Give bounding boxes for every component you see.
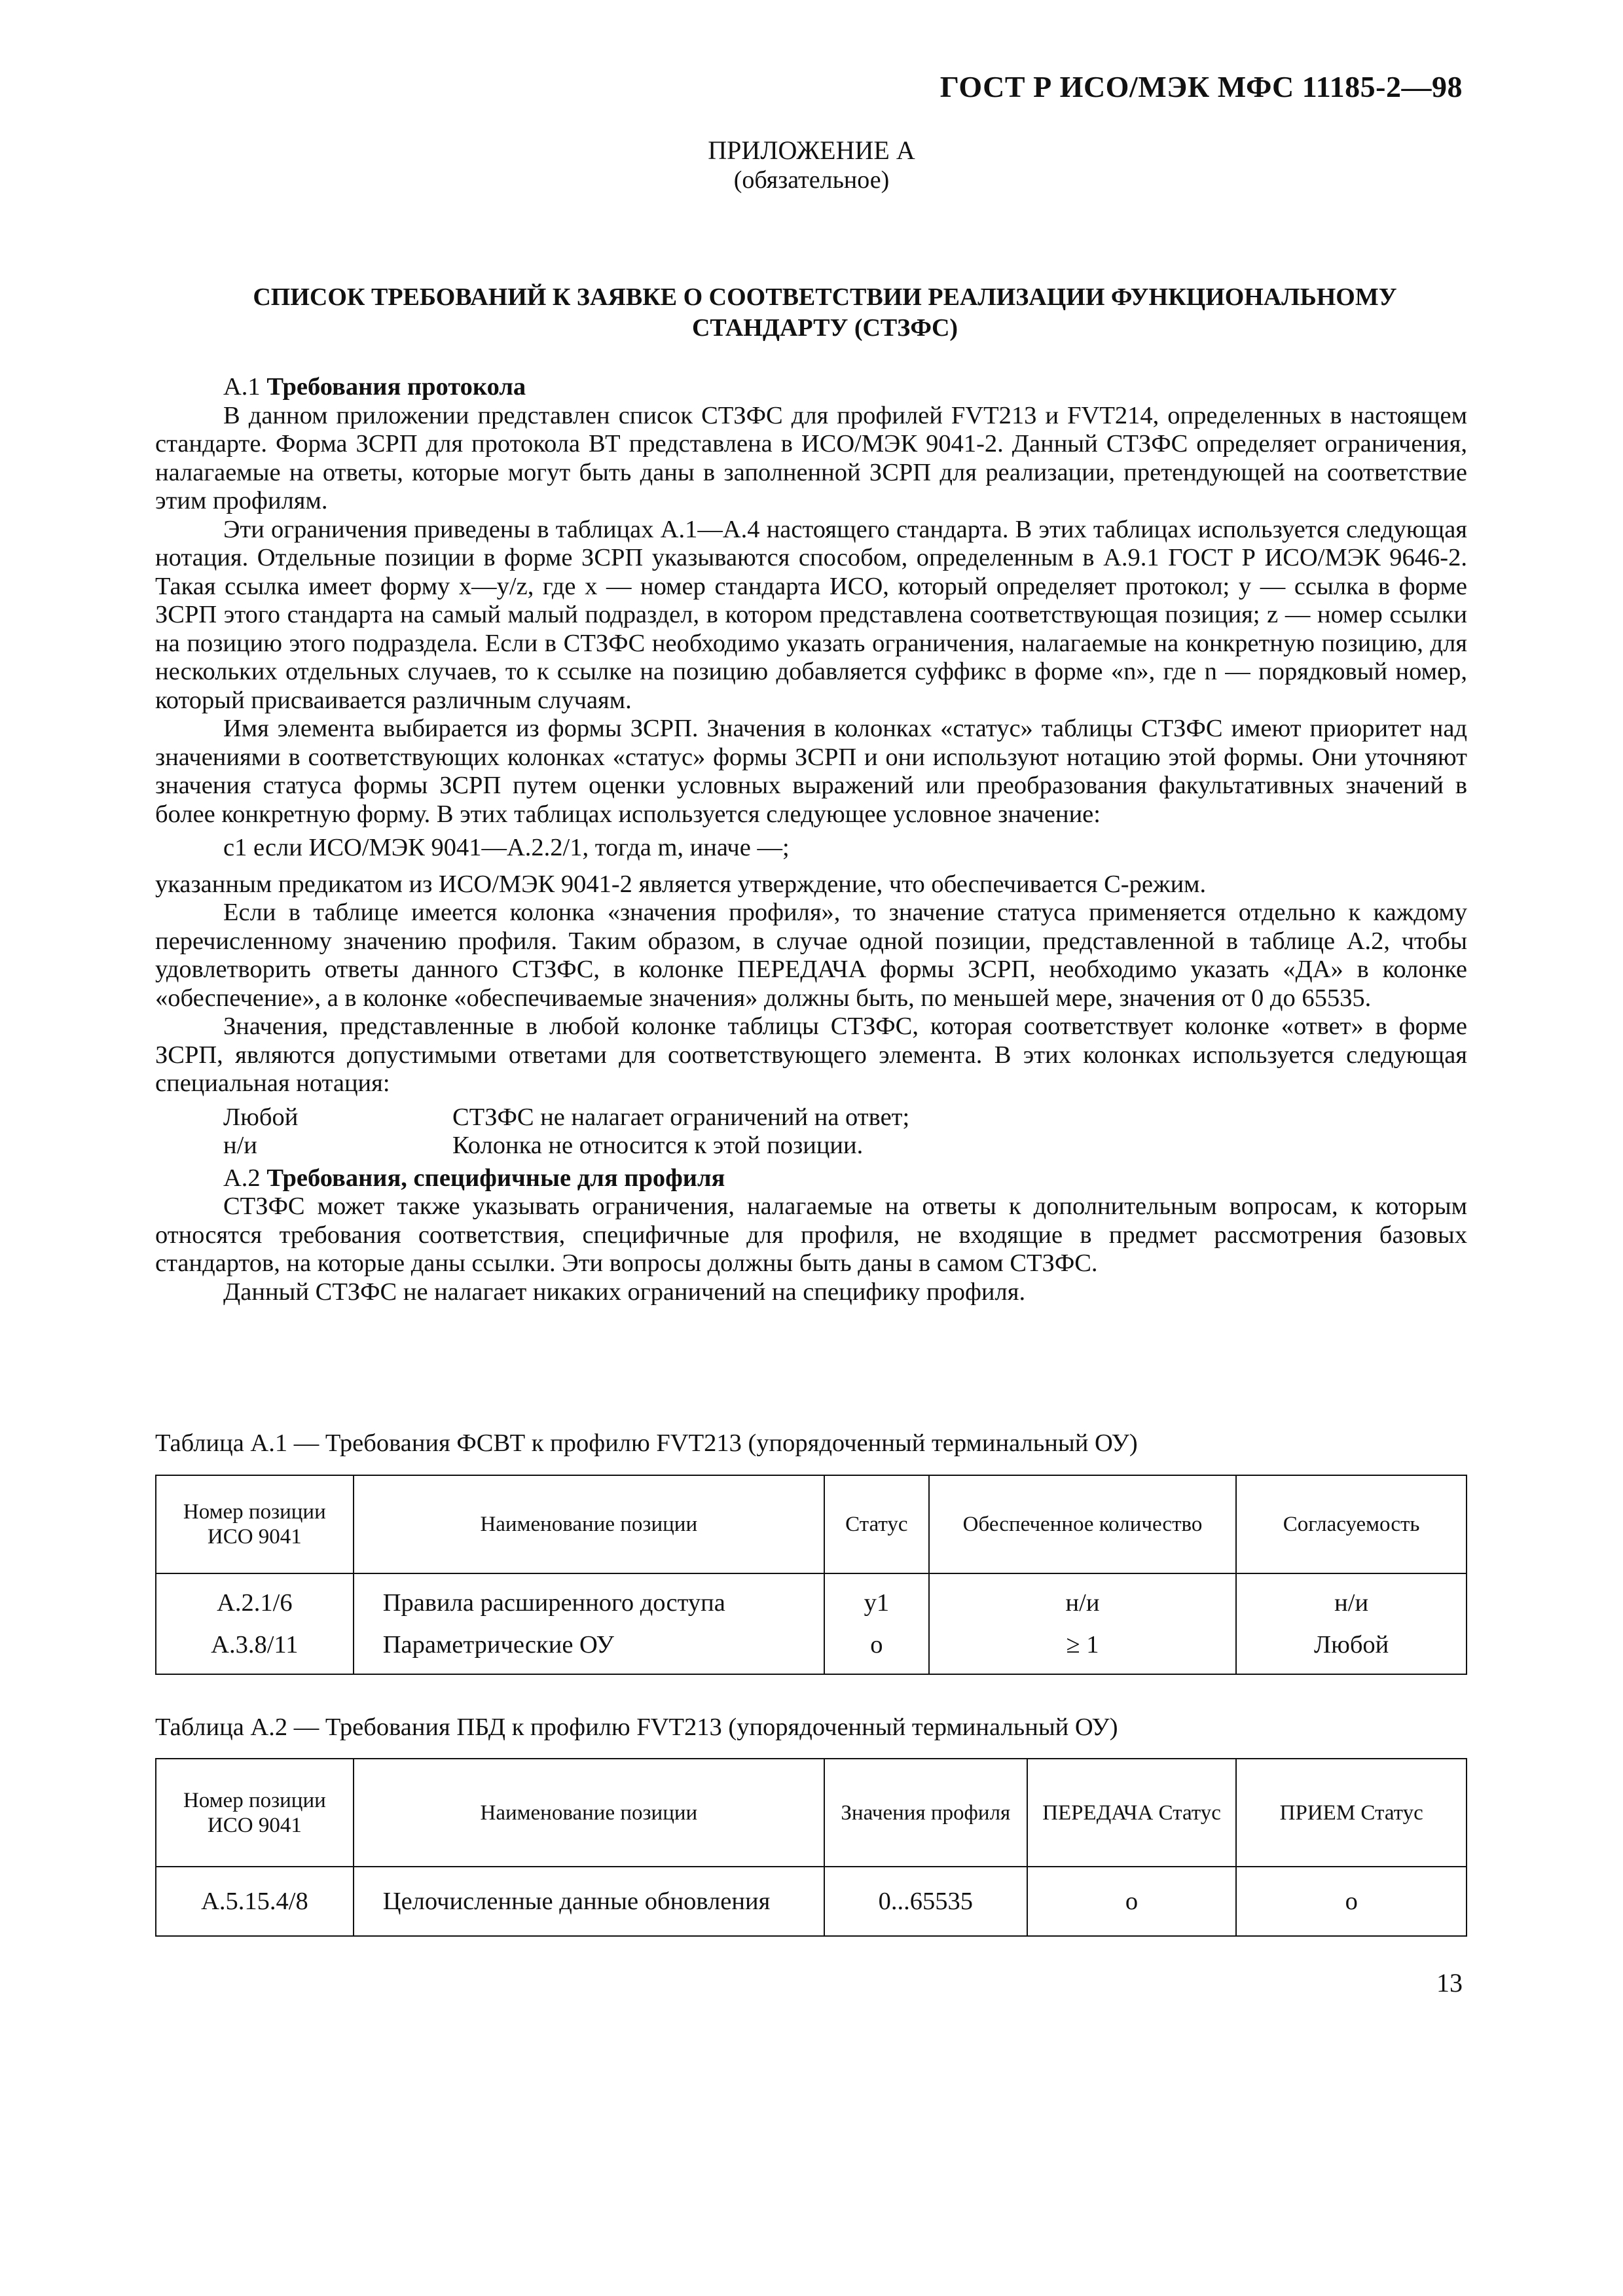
table-cell: o — [824, 1624, 929, 1674]
table-row — [156, 1624, 1467, 1674]
paragraph: В данном приложении представлен список СТЗФС для профилей FVT213 и FVT214, определенных в настоящем стандарте. Форма ЗСРП для протокола ВТ представлена в ИСО/МЭК 9041-2. Данный СТЗФС определяет ограничения, налагаемые на ответы, которые могут быть даны в заполненной ЗСРП для реализации, претендующей на соответствие этим профилям. — [155, 401, 1467, 514]
section-title: Требования, специфичные для профиля — [266, 1164, 725, 1192]
document-code-header: ГОСТ Р ИСО/МЭК МФС 11185-2—98 — [939, 70, 1463, 103]
table-a2-caption: Таблица А.2 — Требования ПБД к профилю FVT213 (упорядоченный терминальный ОУ) — [155, 1713, 1118, 1741]
appendix-title — [210, 282, 1440, 344]
table-header-cell: Обеспеченное количество — [929, 1475, 1236, 1573]
table-cell: А.2.1/6 — [156, 1573, 354, 1624]
table-header-cell: ПРИЕМ Статус — [1236, 1759, 1467, 1867]
table-cell: н/и — [929, 1573, 1236, 1624]
table-cell: ≥ 1 — [929, 1624, 1236, 1674]
page-number: 13 — [1436, 1968, 1463, 1998]
table-cell: y1 — [824, 1573, 929, 1624]
table-header-cell: ПЕРЕДАЧА Статус — [1027, 1759, 1237, 1867]
appendix-title-line1: СПИСОК ТРЕБОВАНИЙ К ЗАЯВКЕ О СООТВЕТСТВИИ РЕАЛИЗАЦИИ ФУНКЦИОНАЛЬНОМУ — [253, 283, 1397, 311]
table-cell: o — [1027, 1867, 1237, 1936]
notation-term: н/и — [223, 1132, 257, 1159]
table-cell: н/и — [1236, 1573, 1467, 1624]
table-a1-caption: Таблица А.1 — Требования ФСВТ к профилю FVT213 (упорядоченный терминальный ОУ) — [155, 1429, 1138, 1457]
section-title: Требования протокола — [266, 373, 526, 401]
section-heading-a2 — [155, 1164, 1467, 1193]
table-cell: 0...65535 — [824, 1867, 1027, 1936]
paragraph: Значения, представленные в любой колонке таблицы СТЗФС, которая соответствует колонке «ответ» в форме ЗСРП, являются допустимыми ответами для соответствующего элемента. В этих колонках используется следующая специальная нотация: — [155, 1013, 1467, 1097]
table-cell: Целочисленные данные обновления — [354, 1867, 824, 1936]
paragraph: Данный СТЗФС не налагает никаких ограничений на специфику профиля. — [223, 1278, 1026, 1306]
appendix-note: (обязательное) — [733, 166, 890, 194]
table-header-cell: Номер позиции ИСО 9041 — [156, 1475, 354, 1573]
table-header-cell: Значения профиля — [824, 1759, 1027, 1867]
notation-list — [155, 1103, 1467, 1160]
table-a2 — [155, 1758, 1467, 1937]
table-row — [156, 1573, 1467, 1624]
appendix-label: ПРИЛОЖЕНИЕ А — [708, 135, 915, 165]
table-cell: А.5.15.4/8 — [156, 1867, 354, 1936]
notation-term: Любой — [223, 1103, 299, 1131]
document-body — [155, 373, 1467, 1306]
table-header-cell: Номер позиции ИСО 9041 — [156, 1759, 354, 1867]
paragraph: указанным предикатом из ИСО/МЭК 9041-2 является утверждение, что обеспечивается С-режим. — [155, 870, 1207, 898]
table-cell: Правила расширенного доступа — [354, 1573, 824, 1624]
table-header-cell: Наименование позиции — [354, 1475, 824, 1573]
table-a1 — [155, 1475, 1467, 1675]
section-number: А.1 — [223, 373, 261, 401]
paragraph: Имя элемента выбирается из формы ЗСРП. Значения в колонках «статус» таблицы СТЗФС имеют приоритет над значениями в соответствующих колонках «статус» формы ЗСРП и они используют нотацию этой формы. Они уточняют значения статуса формы ЗСРП путем оценки условных выражений или преобразования факультативных значений в более конкретную форму. В этих таблицах используется следующее условное значение: — [155, 715, 1467, 828]
notation-desc: СТЗФС не налагает ограничений на ответ; — [452, 1103, 910, 1131]
table-cell: Параметрические ОУ — [354, 1624, 824, 1674]
section-heading-a1 — [155, 373, 1467, 402]
table-header-cell: Статус — [824, 1475, 929, 1573]
paragraph: Если в таблице имеется колонка «значения профиля», то значение статуса применяется отдельно к каждому перечисленному значению профиля. Таким образом, в случае одной позиции, представленной в таблице А.2, чтобы удовлетворить ответы данного СТЗФС, в колонке ПЕРЕДАЧА формы ЗСРП, необходимо указать «ДА» в колонке «обеспечение», а в колонке «обеспечиваемые значения» должны быть, по меньшей мере, значения от 0 до 65535. — [155, 899, 1467, 1012]
paragraph: СТЗФС может также указывать ограничения, налагаемые на ответы к дополнительным вопросам, к которым относятся требования соответствия, специфичные для профиля, не входящие в предмет рассмотрения базовых стандартов, на которые даны ссылки. Эти вопросы должны быть даны в самом СТЗФС. — [155, 1193, 1467, 1277]
table-row — [156, 1867, 1467, 1936]
table-cell: А.3.8/11 — [156, 1624, 354, 1674]
paragraph: Эти ограничения приведены в таблицах А.1—А.4 настоящего стандарта. В этих таблицах используется следующая нотация. Отдельные позиции в форме ЗСРП указываются способом, определенным в А.9.1 ГОСТ Р ИСО/МЭК 9646-2. Такая ссылка имеет форму x—y/z, где x — номер стандарта ИСО, который определяет протокол; y — ссылка в форме ЗСРП этого стандарта на самый малый подраздел, в котором представлена соответствующая позиция; z — номер ссылки на позицию этого подраздела. Если в СТЗФС необходимо указать ограничения, налагаемые на конкретную позицию, для нескольких отдельных случаев, то к ссылке на позицию добавляется суффикс в форме «n», где n — порядковый номер, который присваивается различным случаям. — [155, 515, 1467, 714]
notation-desc: Колонка не относится к этой позиции. — [452, 1132, 864, 1159]
condition-formula: c1 если ИСО/МЭК 9041—А.2.2/1, тогда m, иначе —; — [223, 834, 790, 861]
table-cell: o — [1236, 1867, 1467, 1936]
appendix-title-line2: СТАНДАРТУ (СТЗФС) — [691, 314, 958, 342]
table-cell: Любой — [1236, 1624, 1467, 1674]
table-header-cell: Согласуемость — [1236, 1475, 1467, 1573]
table-header-cell: Наименование позиции — [354, 1759, 824, 1867]
section-number: А.2 — [223, 1164, 261, 1192]
